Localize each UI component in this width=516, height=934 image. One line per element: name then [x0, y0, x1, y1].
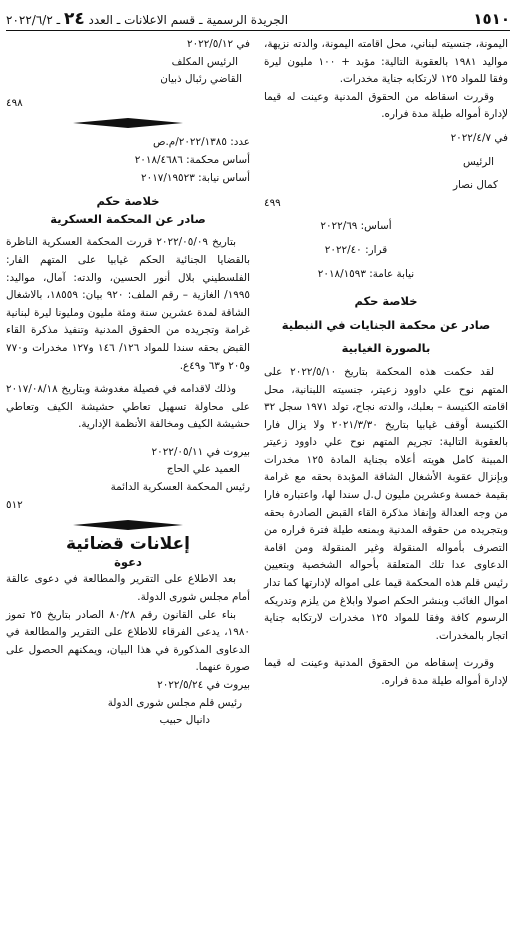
page-number: ١٥١٠: [473, 10, 510, 28]
notice-continuation: اليمونة، جنسيته لبناني، محل اقامته اليمونة، والدته نزيهة، مواليد ١٩٨١ بالعقوبة التالية: مؤبد + ١٠٠ مليون ليرة وفقا للمواد ١٢٥ لارتكابه جناية مخدرات.: [264, 38, 508, 86]
notice-date: في ٢٠٢٢/٤/٧: [450, 131, 508, 144]
page-header: [6, 8, 510, 31]
in-absentia-heading: بالصورة الغيابية: [341, 341, 431, 356]
court-heading: صادر عن محكمة الجنايات في النبطية: [281, 317, 491, 332]
notice-body: بناء على القانون رقم ٨٠/٢٨ الصادر بتاريخ ٢٥ تموز ١٩٨٠، يدعى الفرقاء للاطلاع على التقرير والمطالعة في الدعاوى المذكورة في هذا البيان، ويمكنهم الحصول على صورة عنهما.: [6, 608, 250, 674]
notice-date-2: بيروت في ٢٠٢٢/٠٥/١١: [151, 445, 250, 458]
notice-date-3: بيروت في ٢٠٢٢/٥/٢٤: [157, 679, 250, 691]
offense-details: وذلك لاقدامه في فصيلة مغدوشة وبتاريخ ٢٠١٧/٠٨/١٨ على محاولة تسهيل تعاطي حشيشة الكيف وتعاطي حشيشة الكيف ومخالفة الأنظمة الإدارية.: [6, 383, 250, 431]
signature-1-title: الرئيس المكلف: [171, 55, 238, 68]
signature-name: كمال نصار: [452, 179, 498, 192]
judgment-heading-left: خلاصة حكم: [96, 194, 160, 209]
military-judgment-body: بتاريخ ٢٠٢٢/٠٥/٠٩ قررت المحكمة العسكرية الناظرة بالقضايا الجنائية الحكم غيابيا على المتهم الفار: الفلسطيني بلال أنور الحسين، والدته: آمال، مواليد: ١٩٩٥/ الغازية – رقم الملف: ٩٢٠ بيان: ١٨٥٥٩، بالاشغال الشاقة لمدة عشرين سنة ومئة مليون ومليونا ليرة لبنانية غرامة وتجريده من الحقوق المدنية وتنفيذ مذكرة القاء القبض بحقه سندا للمواد ١٢٦/ ١٤٦ و١٢٧ مخدرات و٧٧٠ و٢٠٥ و٦٣ و٤٩ع.: [6, 236, 251, 372]
signature-1-name: القاضي رئبال ذبيان: [160, 73, 242, 86]
left-column: [6, 36, 250, 730]
case-prosecution: نيابة عامة: ٢٠١٨/١٥٩٣: [317, 267, 415, 280]
issue-date: ـ ٢٠٢٢/٦/٢: [6, 13, 61, 27]
header-title: الجريدة الرسمية ـ قسم الاعلانات ـ العدد: [88, 13, 289, 27]
reference-number: ٤٩٩: [264, 196, 281, 209]
signature-2-title: رئيس المحكمة العسكرية الدائمة: [110, 481, 250, 494]
notice-intro: بعد الاطلاع على التقرير والمطالعة في دعوى عالقة أمام مجلس شورى الدولة.: [6, 573, 250, 604]
judgment-body: لقد حكمت هذه المحكمة بتاريخ ٢٠٢٢/٥/١٠ على المتهم نوح علي داوود زعيتر، جنسيته اللبنانية، محل اقامته الكنيسة – بعلبك، والدته نجاح، تولد ١٩٧١ سجل ٣٢ الكنيسة أوقف غيابيا بتاريخ ٢٠٢١/٣/٣٠ ولا يزال فارا بالعقوبة التالية: تجريم المتهم نوح علي داوود زعيتر المبينة كامل هويته أعلاه بجناية المادة ١٢٥ مخدرات وبإنزال عقوبة الأشغال الشاقة المؤبدة بحقه مع غرامة بقيمة خمسة وعشرين مليون ل.ل سندا لها، واعتباره فارا من وجه العدالة وإنفاذ مذكرة القاء القبض الصادرة بحقه وبتجريده من حقوقه المدنية وبمنعه طيلة فترة فراره من التصرف بأمواله المنقولة وغير المنقولة ومن اقامة الدعاوى عدا تلك المتعلقة بأحواله الشخصية وبتعيين رئيس قلم هذه المحكمة قيما على امواله لإدارتها كما تدار اموال الغائب وبنشر الحكم اصولا وابلاغ من يلزم وتدريكه الرسوم كافة وفقا للمواد ١٢٥ مخدرات لارتكابه جناية اتجار بالمخدرات.: [264, 365, 508, 642]
signature-2-name: العميد علي الحاج: [166, 463, 240, 476]
judgment-heading: خلاصة حكم: [354, 294, 418, 309]
prosecution-basis: أساس نيابة: ٢٠١٧/١٩٥٢٣: [141, 171, 250, 184]
case-decision: قرار: ٢٠٢٢/٤٠: [324, 243, 388, 256]
reference-number-2: ٥١٢: [6, 498, 23, 511]
military-court-heading: صادر عن المحكمة العسكرية: [50, 211, 206, 226]
reference-number-1: ٤٩٨: [6, 96, 23, 109]
right-column: [264, 36, 508, 691]
civil-rights-clause: وقررت اسقاطه من الحقوق المدنية وعينت له قيما لإدارة أمواله طيلة مدة فراره.: [264, 90, 508, 121]
case-number: عدد: ٢٠٢٢/١٣٨٥/م.ص: [152, 136, 250, 149]
signature-3-name: دانيال حبيب: [159, 714, 210, 727]
case-basis: أساس: ٢٠٢٢/٦٩: [320, 220, 392, 233]
court-basis: أساس محكمة: ٢٠١٨/٤٦٨٦: [134, 153, 250, 166]
notice-title: دعوة: [114, 554, 142, 569]
section-title: إعلانات قضائية: [65, 534, 190, 555]
issue-number: ٢٤: [63, 9, 85, 29]
separator-ornament-2: [73, 520, 183, 530]
separator-ornament: [73, 118, 183, 128]
header-title-group: [6, 9, 288, 29]
civil-rights-clause-2: وقررت إسقاطه من الحقوق المدنية وعينت له قيما لإدارة أمواله طيلة مدة فراره.: [264, 657, 508, 687]
signature-3-title: رئيس قلم مجلس شورى الدولة: [107, 696, 242, 709]
signature-title: الرئيس: [462, 155, 494, 168]
notice-date-1: في ٢٠٢٢/٥/١٢: [186, 38, 250, 50]
